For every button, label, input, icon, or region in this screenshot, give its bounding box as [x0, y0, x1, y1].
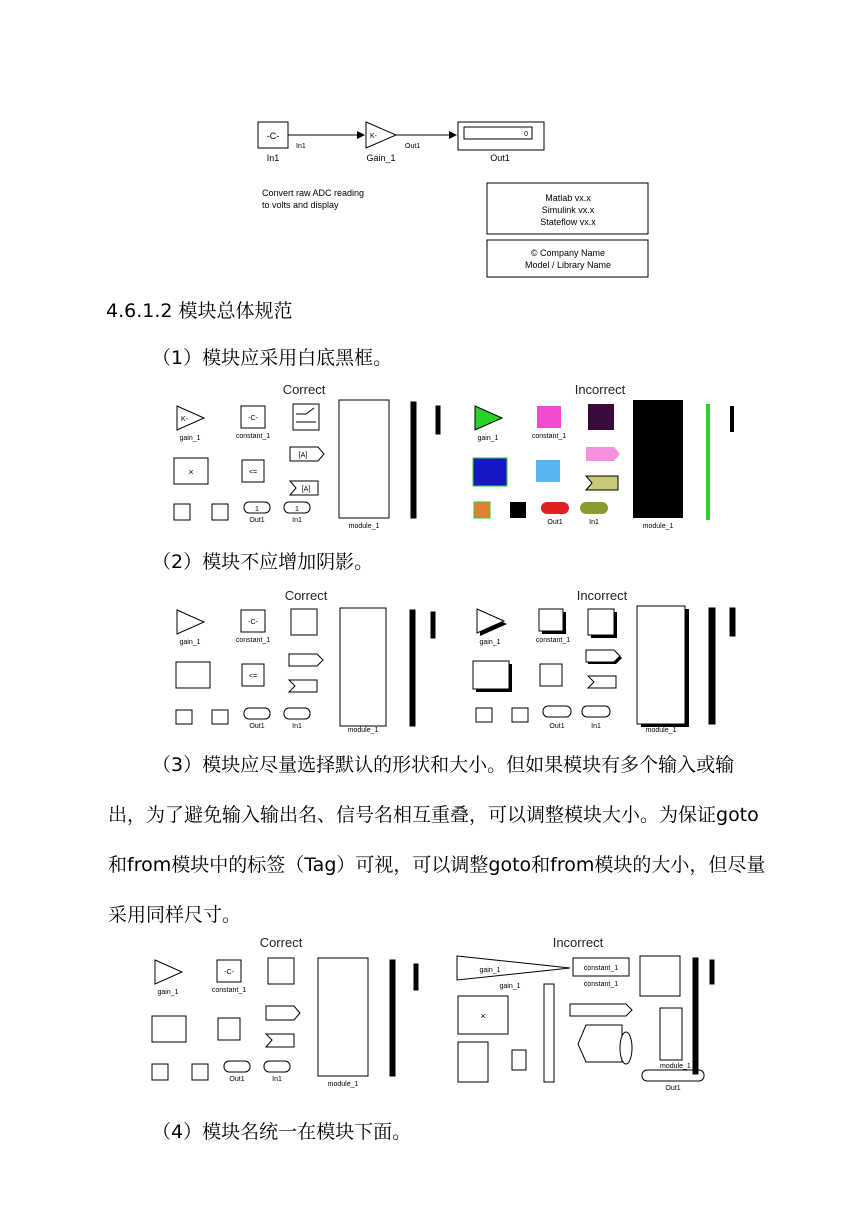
- svg-text:In1: In1: [589, 519, 599, 526]
- fig2-incorrect: [473, 606, 735, 734]
- svg-text:module_1: module_1: [327, 1081, 359, 1088]
- svg-text:module_1: module_1: [645, 727, 677, 734]
- svg-text:Stateflow vx.x: Stateflow vx.x: [540, 217, 596, 227]
- gain-block: [366, 122, 396, 163]
- svg-text:×: ×: [188, 467, 194, 477]
- svg-text:Simulink vx.x: Simulink vx.x: [541, 205, 595, 215]
- svg-text:constant_1: constant_1: [535, 637, 571, 644]
- svg-text:K-: K-: [181, 416, 188, 423]
- const-name: In1: [266, 153, 280, 163]
- signal-out-label: Out1: [405, 143, 421, 150]
- svg-text:constant_1: constant_1: [531, 433, 567, 440]
- svg-text:In1: In1: [292, 517, 302, 524]
- svg-text:-C-: -C-: [248, 619, 258, 626]
- company-box: [487, 240, 648, 277]
- annotation-line-2: to volts and display: [262, 200, 339, 210]
- svg-text:Correct: Correct: [259, 935, 303, 950]
- gain-name: Gain_1: [366, 153, 396, 163]
- gain-symbol: K-: [370, 133, 377, 140]
- svg-text:×: ×: [480, 1011, 486, 1021]
- rule-1: （1）模块应采用白底黑框。: [152, 347, 393, 369]
- display-block: [458, 122, 544, 163]
- rule-4: （4）模块名统一在模块下面。: [152, 1121, 412, 1143]
- constant-block: [258, 122, 288, 163]
- top-diagram: [0, 0, 868, 290]
- svg-text:Out1: Out1: [229, 1076, 245, 1083]
- svg-text:gain_1: gain_1: [157, 989, 179, 996]
- fig1-correct: [174, 400, 440, 530]
- svg-text:constant_1: constant_1: [211, 987, 247, 994]
- section-heading: 4.6.1.2 模块总体规范: [106, 300, 293, 322]
- svg-text:[A]: [A]: [301, 486, 311, 493]
- svg-text:constant_1: constant_1: [583, 965, 619, 972]
- svg-text:Matlab vx.x: Matlab vx.x: [545, 193, 591, 203]
- svg-text:Out1: Out1: [549, 723, 565, 730]
- version-box: [487, 183, 648, 234]
- svg-text:<=: <=: [248, 673, 258, 680]
- figure-3: [0, 930, 868, 1090]
- svg-text:© Company Name: © Company Name: [530, 248, 606, 258]
- const-symbol: -C-: [266, 131, 280, 141]
- svg-text:Correct: Correct: [282, 382, 326, 397]
- svg-text:<=: <=: [248, 469, 258, 476]
- svg-text:Out1: Out1: [547, 519, 563, 526]
- svg-text:In1: In1: [292, 723, 302, 730]
- figure-2: [0, 584, 868, 734]
- svg-text:1: 1: [255, 506, 259, 513]
- svg-text:gain_1: gain_1: [479, 967, 501, 974]
- svg-text:Incorrect: Incorrect: [574, 382, 626, 397]
- svg-text:gain_1: gain_1: [179, 435, 201, 442]
- display-name: Out1: [490, 153, 510, 163]
- svg-text:constant_1: constant_1: [235, 433, 271, 440]
- svg-text:module_1: module_1: [642, 523, 674, 530]
- svg-text:-C-: -C-: [248, 415, 258, 422]
- fig1-incorrect: [473, 400, 734, 530]
- svg-text:module_1: module_1: [348, 523, 380, 530]
- display-value: 0: [524, 131, 528, 138]
- rule-3: （3）模块应尽量选择默认的形状和大小。但如果模块有多个输入或输出，为了避免输入输出名、信号名相互重叠，可以调整模块大小。为保证goto和from模块中的标签（Tag）可视，可以调整goto和from模块的大小，但尽量采用同样尺寸。: [108, 754, 766, 926]
- svg-text:gain_1: gain_1: [179, 639, 201, 646]
- svg-text:gain_1: gain_1: [499, 983, 521, 990]
- figure-1: [0, 378, 868, 530]
- svg-text:Incorrect: Incorrect: [552, 935, 604, 950]
- svg-text:Out1: Out1: [249, 723, 265, 730]
- annotation-line-1: Convert raw ADC reading: [262, 188, 365, 198]
- rule-2: （2）模块不应增加阴影。: [152, 551, 374, 573]
- svg-text:constant_1: constant_1: [583, 981, 619, 988]
- fig3-correct: [152, 958, 418, 1088]
- svg-text:Out1: Out1: [665, 1085, 681, 1092]
- svg-text:-C-: -C-: [224, 969, 234, 976]
- fig2-correct: [176, 608, 435, 734]
- svg-text:1: 1: [295, 506, 299, 513]
- svg-text:constant_1: constant_1: [235, 637, 271, 644]
- svg-text:Correct: Correct: [284, 588, 328, 603]
- signal-in-label: In1: [296, 143, 306, 150]
- svg-text:Incorrect: Incorrect: [576, 588, 628, 603]
- svg-text:module_1: module_1: [660, 1063, 691, 1070]
- svg-text:gain_1: gain_1: [477, 435, 499, 442]
- svg-text:In1: In1: [272, 1076, 282, 1083]
- svg-text:In1: In1: [591, 723, 601, 730]
- fig3-incorrect: [457, 956, 714, 1092]
- svg-text:Out1: Out1: [249, 517, 265, 524]
- svg-text:module_1: module_1: [347, 727, 379, 734]
- svg-text:gain_1: gain_1: [479, 639, 501, 646]
- svg-text:Model / Library Name: Model / Library Name: [524, 260, 612, 270]
- svg-text:[A]: [A]: [298, 452, 308, 459]
